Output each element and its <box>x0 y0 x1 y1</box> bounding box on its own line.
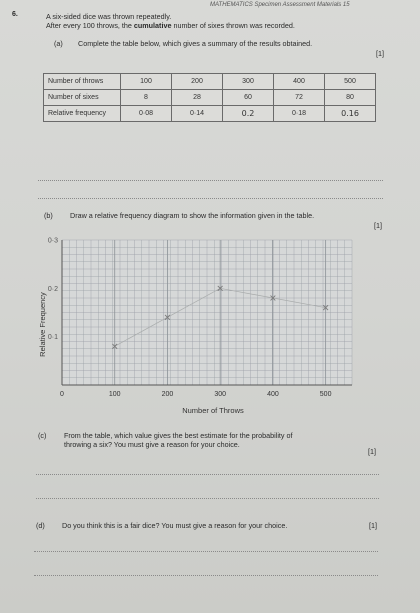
answer-line <box>36 498 379 499</box>
page-header: MATHEMATICS Specimen Assessment Materials 15 <box>210 2 350 8</box>
table-cell: 500 <box>325 74 376 90</box>
part-d-label: (d) <box>36 521 45 530</box>
table-cell: 100 <box>121 74 172 90</box>
table-cell: 28 <box>172 90 223 106</box>
table-cell: 300 <box>223 74 274 90</box>
part-a-mark: [1] <box>376 49 384 58</box>
row-header-throws: Number of throws <box>44 74 121 90</box>
table-cell: 0·14 <box>172 106 223 122</box>
part-c-text-2: throwing a six? You must give a reason for your choice. <box>64 440 240 449</box>
part-a-text: Complete the table below, which gives a summary of the results obtained. <box>78 39 313 48</box>
row-header-relative-frequency: Relative frequency <box>44 106 121 122</box>
row-header-sixes: Number of sixes <box>44 90 121 106</box>
x-tick-label: 0 <box>60 391 64 398</box>
part-d-text: Do you think this is a fair dice? You must give a reason for your choice. <box>62 521 288 530</box>
x-tick-label: 400 <box>267 391 279 398</box>
answer-line <box>34 551 378 552</box>
handwritten-answer[interactable]: 0.2 <box>223 106 274 122</box>
y-tick-label: 0·3 <box>47 237 58 245</box>
x-tick-label: 100 <box>108 391 121 398</box>
y-tick-label: 0·1 <box>47 334 58 342</box>
part-c-text-1: From the table, which value gives the best estimate for the probability of <box>64 431 293 440</box>
part-b-mark: [1] <box>374 221 382 230</box>
part-d-mark: [1] <box>369 521 377 530</box>
x-axis-label: Number of Throws <box>182 406 244 415</box>
handwritten-answer[interactable]: 0.16 <box>325 106 376 122</box>
part-b-label: (b) <box>44 211 53 220</box>
question-intro-1: A six-sided dice was thrown repeatedly. <box>46 12 172 21</box>
table-cell: 200 <box>172 74 223 90</box>
table-cell: 72 <box>274 90 325 106</box>
x-tick-label: 500 <box>319 391 332 398</box>
table-cell: 60 <box>223 90 274 106</box>
table-cell: 400 <box>274 74 325 90</box>
part-b-text: Draw a relative frequency diagram to show the information given in the table. <box>70 211 315 220</box>
part-a-label: (a) <box>54 39 63 48</box>
question-intro-2: After every 100 throws, the cumulative number of sixes thrown was recorded. <box>46 21 295 30</box>
question-number: 6. <box>12 11 18 18</box>
table-cell: 80 <box>325 90 376 106</box>
y-axis-label: Relative Frequency <box>38 292 47 357</box>
table-cell: 0·18 <box>274 106 325 122</box>
answer-line <box>34 575 378 576</box>
x-tick-label: 300 <box>214 391 227 398</box>
x-tick-label: 200 <box>161 391 174 398</box>
graph-grid <box>62 240 352 385</box>
y-tick-label: 0·2 <box>47 285 58 293</box>
part-c-label: (c) <box>38 431 47 440</box>
part-c-mark: [1] <box>368 447 376 456</box>
answer-line <box>36 474 379 475</box>
table-cell: 0·08 <box>121 106 172 122</box>
table-cell: 8 <box>121 90 172 106</box>
